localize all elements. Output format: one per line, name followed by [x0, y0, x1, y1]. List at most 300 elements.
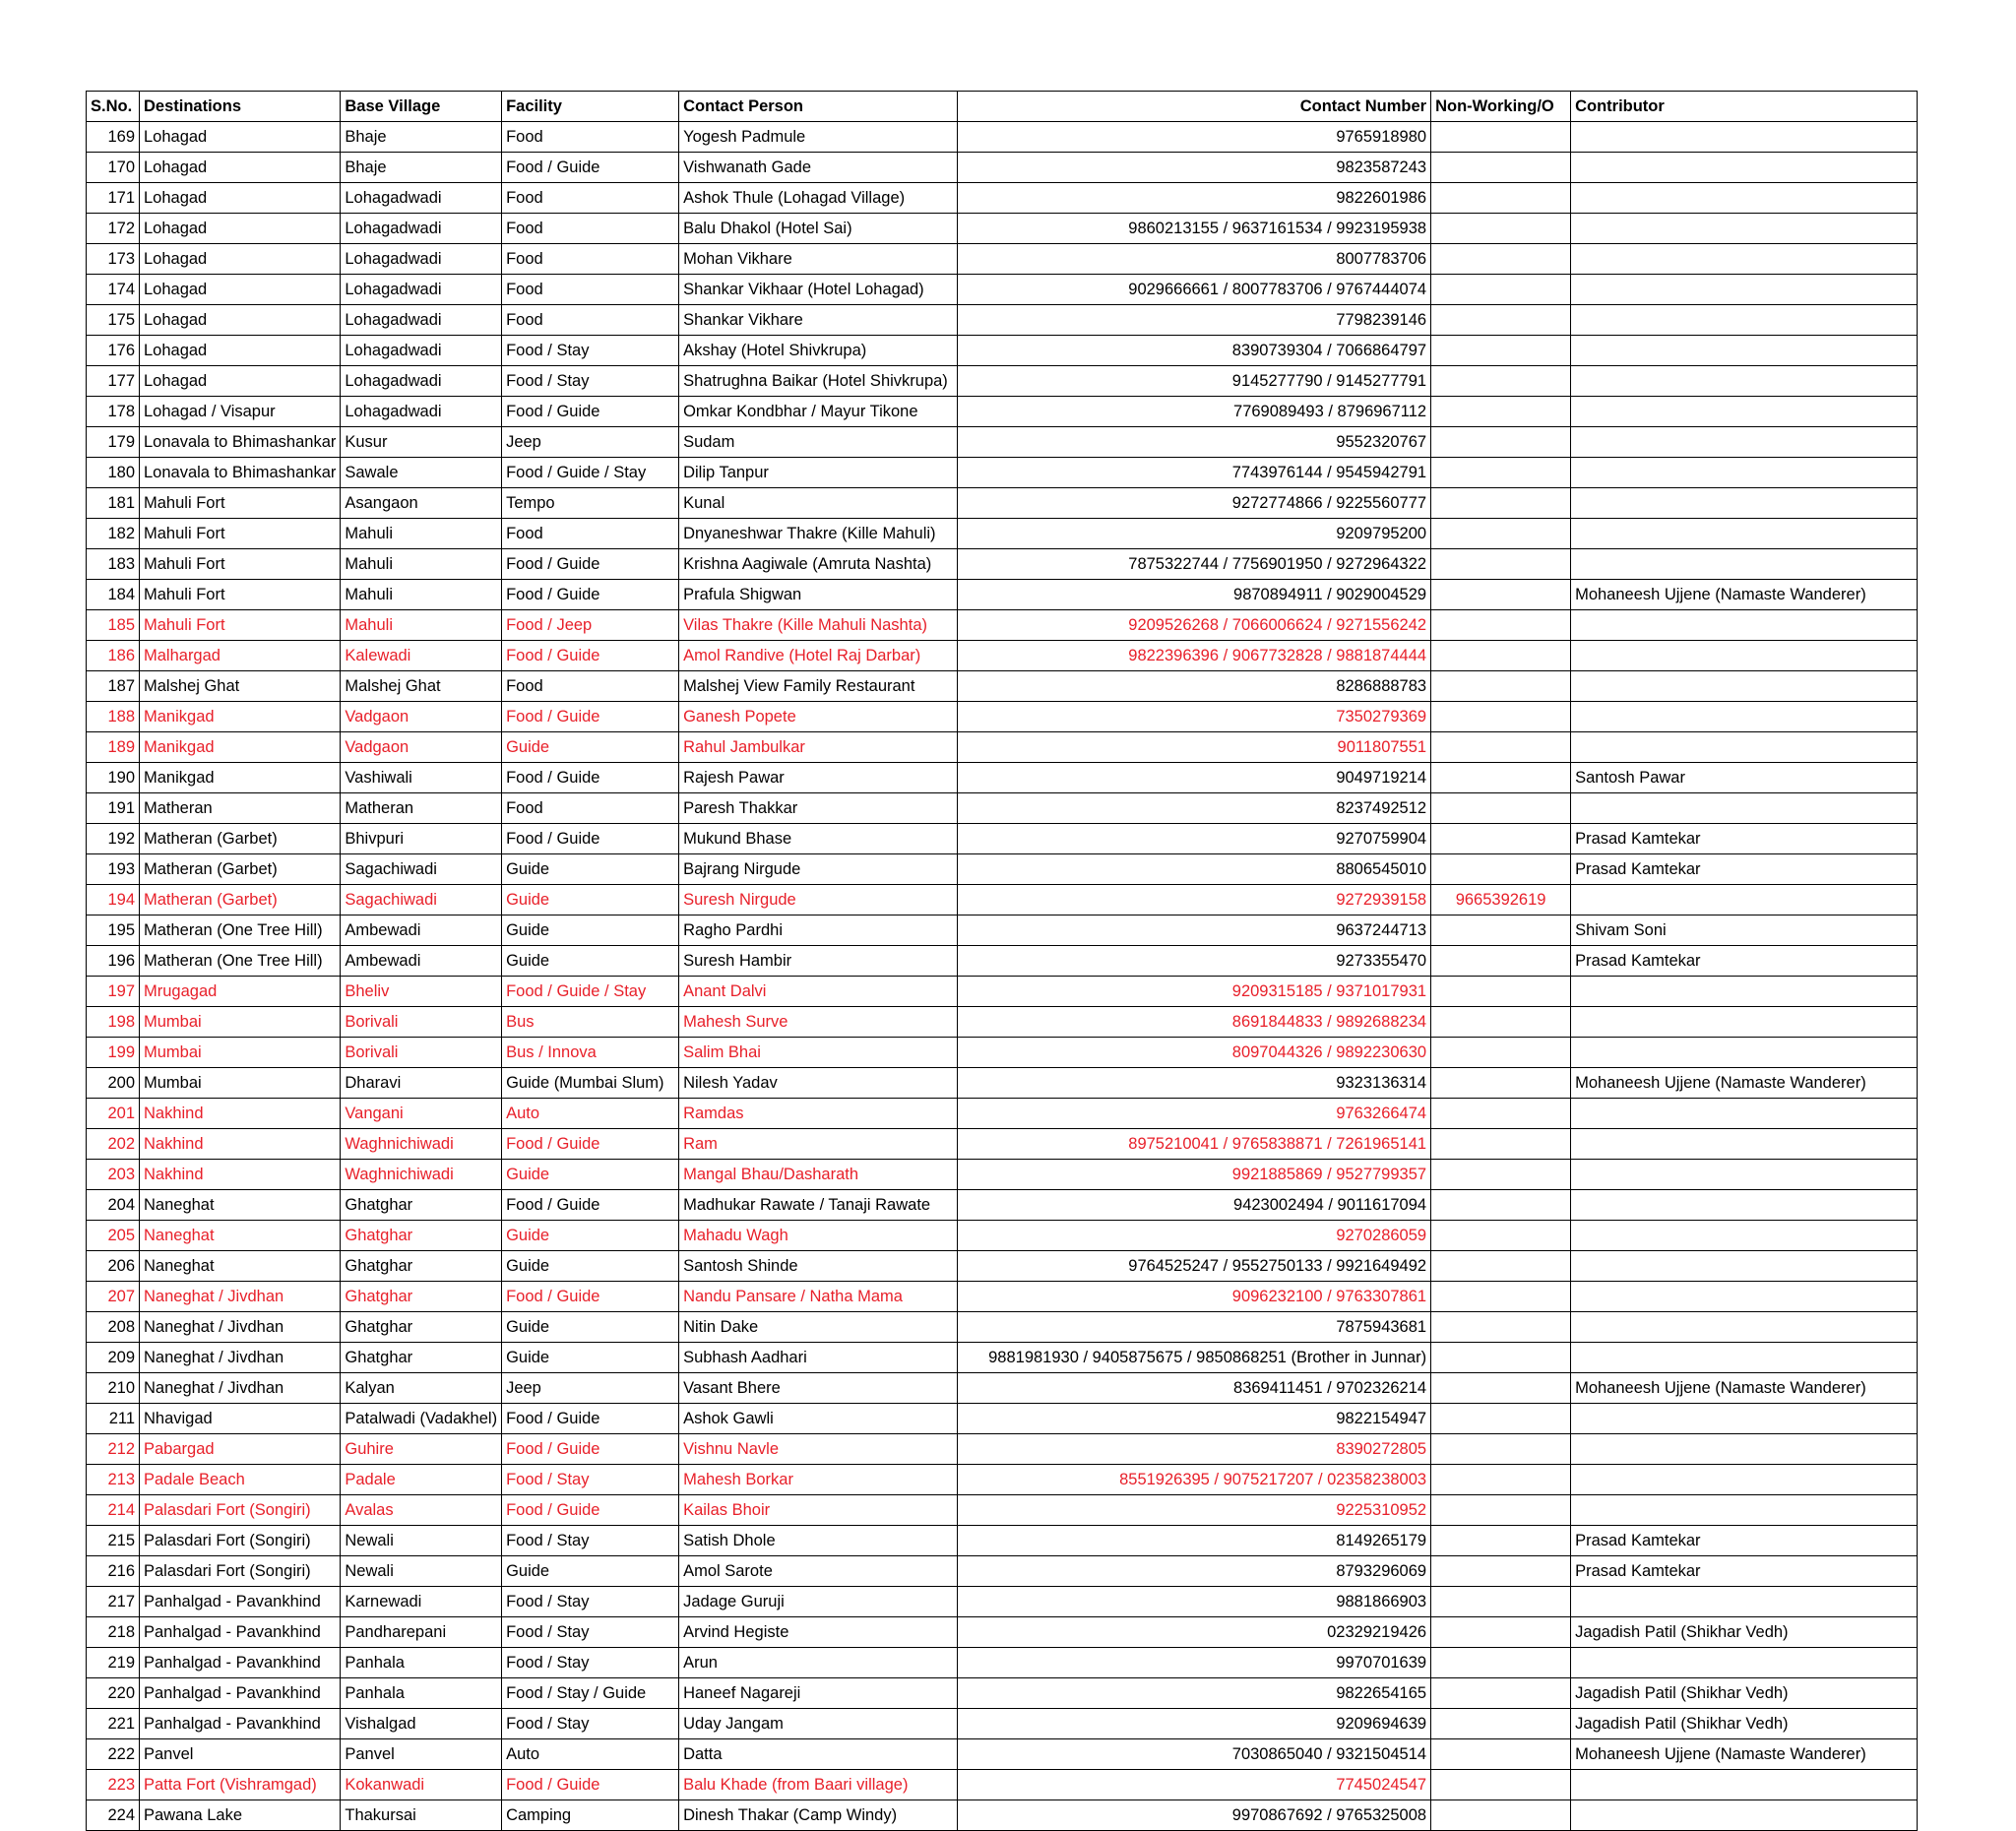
cell-contact-number: 9049719214 [958, 763, 1431, 793]
cell-contact-number: 8149265179 [958, 1526, 1431, 1556]
cell-contributor [1571, 977, 1918, 1007]
cell-contributor [1571, 1282, 1918, 1312]
cell-non-working [1431, 153, 1571, 183]
table-row [87, 1770, 1918, 1800]
cell-contributor [1571, 397, 1918, 427]
cell-sno: 185 [87, 610, 140, 641]
cell-base-village: Ghatghar [341, 1343, 502, 1373]
table-row [87, 1099, 1918, 1129]
cell-destination: Lohagad [140, 214, 341, 244]
cell-facility: Guide [502, 854, 679, 885]
cell-contributor [1571, 1312, 1918, 1343]
cell-facility: Guide [502, 1312, 679, 1343]
table-row [87, 1739, 1918, 1770]
cell-sno: 173 [87, 244, 140, 275]
table-row [87, 1068, 1918, 1099]
cell-non-working [1431, 793, 1571, 824]
cell-destination: Mahuli Fort [140, 610, 341, 641]
cell-facility: Guide [502, 1251, 679, 1282]
cell-non-working [1431, 1770, 1571, 1800]
cell-base-village: Lohagadwadi [341, 244, 502, 275]
cell-contact-number: 9765918980 [958, 122, 1431, 153]
cell-destination: Lohagad [140, 153, 341, 183]
table-row [87, 1434, 1918, 1465]
cell-non-working [1431, 183, 1571, 214]
cell-contributor: Santosh Pawar [1571, 763, 1918, 793]
cell-contact-person: Balu Khade (from Baari village) [679, 1770, 958, 1800]
table-row [87, 153, 1918, 183]
cell-contact-number: 9270286059 [958, 1221, 1431, 1251]
cell-non-working [1431, 1007, 1571, 1038]
cell-base-village: Lohagadwadi [341, 183, 502, 214]
cell-base-village: Bhaje [341, 122, 502, 153]
cell-non-working [1431, 763, 1571, 793]
cell-non-working [1431, 458, 1571, 488]
cell-facility: Guide (Mumbai Slum) [502, 1068, 679, 1099]
table-row [87, 275, 1918, 305]
cell-destination: Palasdari Fort (Songiri) [140, 1495, 341, 1526]
cell-contact-number: 9272939158 [958, 885, 1431, 916]
cell-sno: 182 [87, 519, 140, 549]
cell-facility: Guide [502, 1556, 679, 1587]
cell-sno: 212 [87, 1434, 140, 1465]
cell-facility: Food / Guide [502, 549, 679, 580]
cell-non-working [1431, 1129, 1571, 1160]
cell-destination: Panhalgad - Pavankhind [140, 1617, 341, 1648]
cell-contributor: Prasad Kamtekar [1571, 1526, 1918, 1556]
cell-facility: Guide [502, 1160, 679, 1190]
cell-non-working [1431, 1160, 1571, 1190]
cell-contact-person: Jadage Guruji [679, 1587, 958, 1617]
cell-destination: Mahuli Fort [140, 549, 341, 580]
cell-sno: 177 [87, 366, 140, 397]
cell-contact-person: Ashok Gawli [679, 1404, 958, 1434]
cell-facility: Food / Guide / Stay [502, 458, 679, 488]
cell-contact-person: Salim Bhai [679, 1038, 958, 1068]
table-row [87, 1465, 1918, 1495]
table-row [87, 397, 1918, 427]
cell-facility: Jeep [502, 427, 679, 458]
cell-destination: Padale Beach [140, 1465, 341, 1495]
table-row [87, 1251, 1918, 1282]
cell-facility: Food / Stay [502, 336, 679, 366]
header-sno: S.No. [87, 92, 140, 122]
cell-base-village: Kalewadi [341, 641, 502, 671]
cell-contact-number: 8007783706 [958, 244, 1431, 275]
cell-facility: Food / Guide [502, 1190, 679, 1221]
cell-non-working [1431, 1739, 1571, 1770]
cell-contact-number: 8390739304 / 7066864797 [958, 336, 1431, 366]
cell-base-village: Panvel [341, 1739, 502, 1770]
cell-base-village: Ambewadi [341, 946, 502, 977]
cell-facility: Food / Guide [502, 580, 679, 610]
cell-non-working [1431, 977, 1571, 1007]
cell-sno: 198 [87, 1007, 140, 1038]
cell-contact-person: Omkar Kondbhar / Mayur Tikone [679, 397, 958, 427]
cell-non-working [1431, 549, 1571, 580]
cell-facility: Jeep [502, 1373, 679, 1404]
cell-base-village: Vadgaon [341, 732, 502, 763]
cell-non-working [1431, 1587, 1571, 1617]
cell-sno: 178 [87, 397, 140, 427]
cell-contact-number: 9763266474 [958, 1099, 1431, 1129]
cell-contact-number: 9029666661 / 8007783706 / 9767444074 [958, 275, 1431, 305]
cell-contact-number: 8237492512 [958, 793, 1431, 824]
cell-contact-number: 8691844833 / 9892688234 [958, 1007, 1431, 1038]
cell-facility: Guide [502, 1221, 679, 1251]
cell-facility: Food / Guide [502, 824, 679, 854]
cell-contact-number: 7745024547 [958, 1770, 1431, 1800]
cell-non-working [1431, 1373, 1571, 1404]
cell-sno: 211 [87, 1404, 140, 1434]
cell-sno: 223 [87, 1770, 140, 1800]
cell-facility: Food / Guide [502, 397, 679, 427]
cell-facility: Guide [502, 916, 679, 946]
table-row [87, 854, 1918, 885]
header-contributor: Contributor [1571, 92, 1918, 122]
cell-contact-number: 9209315185 / 9371017931 [958, 977, 1431, 1007]
table-row [87, 1800, 1918, 1831]
cell-sno: 171 [87, 183, 140, 214]
cell-contributor: Jagadish Patil (Shikhar Vedh) [1571, 1617, 1918, 1648]
cell-contributor: Prasad Kamtekar [1571, 946, 1918, 977]
cell-destination: Manikgad [140, 732, 341, 763]
cell-facility: Food / Guide [502, 763, 679, 793]
header-facility: Facility [502, 92, 679, 122]
cell-contributor [1571, 1038, 1918, 1068]
cell-base-village: Thakursai [341, 1800, 502, 1831]
cell-non-working [1431, 1221, 1571, 1251]
cell-contact-person: Ramdas [679, 1099, 958, 1129]
cell-destination: Naneghat / Jivdhan [140, 1373, 341, 1404]
cell-contact-person: Vishwanath Gade [679, 153, 958, 183]
header-row [87, 92, 1918, 122]
table-row [87, 1282, 1918, 1312]
cell-facility: Food / Stay [502, 366, 679, 397]
cell-contributor [1571, 1160, 1918, 1190]
table-row [87, 305, 1918, 336]
cell-destination: Lohagad [140, 244, 341, 275]
cell-destination: Lohagad [140, 122, 341, 153]
cell-sno: 200 [87, 1068, 140, 1099]
cell-contact-person: Mahesh Surve [679, 1007, 958, 1038]
cell-contributor [1571, 1251, 1918, 1282]
cell-contact-person: Vilas Thakre (Kille Mahuli Nashta) [679, 610, 958, 641]
cell-contributor [1571, 1099, 1918, 1129]
cell-base-village: Lohagadwadi [341, 397, 502, 427]
cell-destination: Mahuli Fort [140, 488, 341, 519]
cell-contact-number: 9637244713 [958, 916, 1431, 946]
cell-non-working [1431, 732, 1571, 763]
cell-contributor [1571, 183, 1918, 214]
cell-base-village: Ghatghar [341, 1221, 502, 1251]
cell-contact-number: 9209526268 / 7066006624 / 9271556242 [958, 610, 1431, 641]
cell-contact-person: Paresh Thakkar [679, 793, 958, 824]
cell-sno: 218 [87, 1617, 140, 1648]
cell-facility: Food / Stay [502, 1709, 679, 1739]
cell-contact-number: 7743976144 / 9545942791 [958, 458, 1431, 488]
cell-contact-number: 9881981930 / 9405875675 / 9850868251 (Brother in Junnar) [958, 1343, 1431, 1373]
cell-facility: Food [502, 214, 679, 244]
cell-sno: 199 [87, 1038, 140, 1068]
cell-destination: Palasdari Fort (Songiri) [140, 1556, 341, 1587]
table-row [87, 702, 1918, 732]
cell-base-village: Vishalgad [341, 1709, 502, 1739]
cell-non-working [1431, 519, 1571, 549]
cell-non-working [1431, 1404, 1571, 1434]
cell-contributor [1571, 336, 1918, 366]
cell-destination: Naneghat / Jivdhan [140, 1312, 341, 1343]
cell-sno: 194 [87, 885, 140, 916]
cell-destination: Panhalgad - Pavankhind [140, 1709, 341, 1739]
cell-facility: Auto [502, 1739, 679, 1770]
cell-sno: 175 [87, 305, 140, 336]
cell-sno: 216 [87, 1556, 140, 1587]
cell-contact-number: 9881866903 [958, 1587, 1431, 1617]
cell-sno: 172 [87, 214, 140, 244]
cell-destination: Matheran (One Tree Hill) [140, 946, 341, 977]
cell-destination: Mumbai [140, 1068, 341, 1099]
cell-base-village: Patalwadi (Vadakhel) [341, 1404, 502, 1434]
cell-sno: 179 [87, 427, 140, 458]
cell-non-working [1431, 580, 1571, 610]
table-row [87, 824, 1918, 854]
cell-destination: Matheran [140, 793, 341, 824]
table-row [87, 336, 1918, 366]
cell-non-working [1431, 1678, 1571, 1709]
cell-contact-person: Nandu Pansare / Natha Mama [679, 1282, 958, 1312]
cell-sno: 183 [87, 549, 140, 580]
cell-contact-person: Yogesh Padmule [679, 122, 958, 153]
cell-destination: Mrugagad [140, 977, 341, 1007]
cell-facility: Food / Stay / Guide [502, 1678, 679, 1709]
cell-base-village: Bhivpuri [341, 824, 502, 854]
cell-contact-person: Krishna Aagiwale (Amruta Nashta) [679, 549, 958, 580]
cell-sno: 201 [87, 1099, 140, 1129]
cell-base-village: Mahuli [341, 580, 502, 610]
cell-destination: Naneghat / Jivdhan [140, 1343, 341, 1373]
cell-non-working [1431, 702, 1571, 732]
cell-destination: Pabargad [140, 1434, 341, 1465]
table-row [87, 1404, 1918, 1434]
table-row [87, 1038, 1918, 1068]
cell-non-working [1431, 397, 1571, 427]
table-row [87, 1556, 1918, 1587]
cell-destination: Matheran (One Tree Hill) [140, 916, 341, 946]
cell-contact-person: Vishnu Navle [679, 1434, 958, 1465]
cell-contact-number: 9209694639 [958, 1709, 1431, 1739]
table-row [87, 244, 1918, 275]
table-row [87, 610, 1918, 641]
cell-base-village: Sagachiwadi [341, 854, 502, 885]
cell-non-working [1431, 1038, 1571, 1068]
header-non-working: Non-Working/O [1431, 92, 1571, 122]
cell-contact-person: Sudam [679, 427, 958, 458]
cell-contributor [1571, 275, 1918, 305]
cell-contributor [1571, 366, 1918, 397]
cell-base-village: Malshej Ghat [341, 671, 502, 702]
cell-contributor: Prasad Kamtekar [1571, 854, 1918, 885]
cell-non-working [1431, 1068, 1571, 1099]
cell-non-working [1431, 336, 1571, 366]
cell-non-working [1431, 1556, 1571, 1587]
cell-base-village: Newali [341, 1526, 502, 1556]
cell-destination: Mumbai [140, 1038, 341, 1068]
cell-sno: 176 [87, 336, 140, 366]
cell-contact-person: Santosh Shinde [679, 1251, 958, 1282]
cell-non-working [1431, 244, 1571, 275]
cell-contact-person: Ganesh Popete [679, 702, 958, 732]
table-row [87, 793, 1918, 824]
cell-base-village: Sawale [341, 458, 502, 488]
cell-contributor [1571, 214, 1918, 244]
cell-contact-person: Rajesh Pawar [679, 763, 958, 793]
cell-sno: 170 [87, 153, 140, 183]
cell-contact-number: 9552320767 [958, 427, 1431, 458]
header-destinations: Destinations [140, 92, 341, 122]
cell-contributor [1571, 427, 1918, 458]
cell-sno: 187 [87, 671, 140, 702]
table-row [87, 214, 1918, 244]
cell-contact-number: 8286888783 [958, 671, 1431, 702]
table-row [87, 1190, 1918, 1221]
cell-contact-number: 9822396396 / 9067732828 / 9881874444 [958, 641, 1431, 671]
table-row [87, 549, 1918, 580]
cell-base-village: Guhire [341, 1434, 502, 1465]
cell-destination: Patta Fort (Vishramgad) [140, 1770, 341, 1800]
cell-facility: Food [502, 275, 679, 305]
cell-base-village: Bheliv [341, 977, 502, 1007]
cell-contributor [1571, 1648, 1918, 1678]
cell-base-village: Kalyan [341, 1373, 502, 1404]
cell-non-working [1431, 1282, 1571, 1312]
cell-contributor [1571, 1404, 1918, 1434]
cell-contact-number: 9209795200 [958, 519, 1431, 549]
cell-non-working [1431, 1190, 1571, 1221]
cell-base-village: Borivali [341, 1007, 502, 1038]
cell-base-village: Vashiwali [341, 763, 502, 793]
cell-contributor [1571, 153, 1918, 183]
cell-contributor [1571, 1465, 1918, 1495]
cell-facility: Food [502, 305, 679, 336]
cell-destination: Panvel [140, 1739, 341, 1770]
cell-contact-number: 9823587243 [958, 153, 1431, 183]
table-row [87, 671, 1918, 702]
cell-destination: Panhalgad - Pavankhind [140, 1587, 341, 1617]
table-row [87, 1678, 1918, 1709]
cell-contact-number: 9822154947 [958, 1404, 1431, 1434]
cell-facility: Food / Guide [502, 702, 679, 732]
cell-contact-person: Arun [679, 1648, 958, 1678]
cell-facility: Food / Guide [502, 1770, 679, 1800]
cell-destination: Malshej Ghat [140, 671, 341, 702]
cell-contact-number: 7798239146 [958, 305, 1431, 336]
cell-sno: 195 [87, 916, 140, 946]
cell-contact-number: 8390272805 [958, 1434, 1431, 1465]
table-row [87, 1373, 1918, 1404]
cell-base-village: Lohagadwadi [341, 366, 502, 397]
cell-contributor [1571, 610, 1918, 641]
cell-sno: 207 [87, 1282, 140, 1312]
cell-sno: 205 [87, 1221, 140, 1251]
cell-contributor [1571, 488, 1918, 519]
cell-destination: Lonavala to Bhimashankar [140, 458, 341, 488]
cell-non-working [1431, 1343, 1571, 1373]
cell-base-village: Lohagadwadi [341, 214, 502, 244]
cell-contact-number: 7769089493 / 8796967112 [958, 397, 1431, 427]
cell-facility: Food [502, 244, 679, 275]
cell-facility: Food / Guide [502, 1434, 679, 1465]
cell-destination: Lonavala to Bhimashankar [140, 427, 341, 458]
cell-base-village: Asangaon [341, 488, 502, 519]
cell-contact-person: Rahul Jambulkar [679, 732, 958, 763]
table-row [87, 458, 1918, 488]
cell-non-working [1431, 1465, 1571, 1495]
cell-sno: 196 [87, 946, 140, 977]
cell-contact-number: 8551926395 / 9075217207 / 02358238003 [958, 1465, 1431, 1495]
cell-contact-number: 9270759904 [958, 824, 1431, 854]
cell-contact-person: Mukund Bhase [679, 824, 958, 854]
cell-base-village: Mahuli [341, 549, 502, 580]
cell-facility: Food / Guide [502, 153, 679, 183]
cell-facility: Food / Guide [502, 1404, 679, 1434]
cell-contact-number: 9921885869 / 9527799357 [958, 1160, 1431, 1190]
cell-sno: 191 [87, 793, 140, 824]
cell-base-village: Lohagadwadi [341, 336, 502, 366]
cell-sno: 221 [87, 1709, 140, 1739]
cell-contact-person: Nilesh Yadav [679, 1068, 958, 1099]
cell-contact-person: Ashok Thule (Lohagad Village) [679, 183, 958, 214]
cell-base-village: Lohagadwadi [341, 275, 502, 305]
cell-contact-person: Malshej View Family Restaurant [679, 671, 958, 702]
cell-contact-person: Haneef Nagareji [679, 1678, 958, 1709]
cell-facility: Guide [502, 732, 679, 763]
cell-destination: Palasdari Fort (Songiri) [140, 1526, 341, 1556]
cell-destination: Pawana Lake [140, 1800, 341, 1831]
table-row [87, 1007, 1918, 1038]
table-row [87, 580, 1918, 610]
cell-contact-person: Balu Dhakol (Hotel Sai) [679, 214, 958, 244]
cell-contributor: Prasad Kamtekar [1571, 824, 1918, 854]
cell-contact-person: Akshay (Hotel Shivkrupa) [679, 336, 958, 366]
cell-contact-person: Nitin Dake [679, 1312, 958, 1343]
table-row [87, 1221, 1918, 1251]
cell-contributor [1571, 885, 1918, 916]
cell-contact-number: 9011807551 [958, 732, 1431, 763]
cell-contact-person: Ragho Pardhi [679, 916, 958, 946]
cell-base-village: Kokanwadi [341, 1770, 502, 1800]
header-base-village: Base Village [341, 92, 502, 122]
cell-facility: Food [502, 519, 679, 549]
cell-base-village: Bhaje [341, 153, 502, 183]
cell-sno: 220 [87, 1678, 140, 1709]
header-contact-number: Contact Number [958, 92, 1431, 122]
cell-contact-number: 02329219426 [958, 1617, 1431, 1648]
cell-destination: Panhalgad - Pavankhind [140, 1678, 341, 1709]
table-row [87, 1709, 1918, 1739]
cell-contributor: Prasad Kamtekar [1571, 1556, 1918, 1587]
cell-base-village: Vadgaon [341, 702, 502, 732]
cell-base-village: Padale [341, 1465, 502, 1495]
table-row [87, 763, 1918, 793]
cell-base-village: Waghnichiwadi [341, 1129, 502, 1160]
cell-contributor [1571, 305, 1918, 336]
cell-sno: 217 [87, 1587, 140, 1617]
cell-non-working [1431, 366, 1571, 397]
cell-sno: 202 [87, 1129, 140, 1160]
cell-base-village: Ghatghar [341, 1312, 502, 1343]
cell-destination: Lohagad / Visapur [140, 397, 341, 427]
